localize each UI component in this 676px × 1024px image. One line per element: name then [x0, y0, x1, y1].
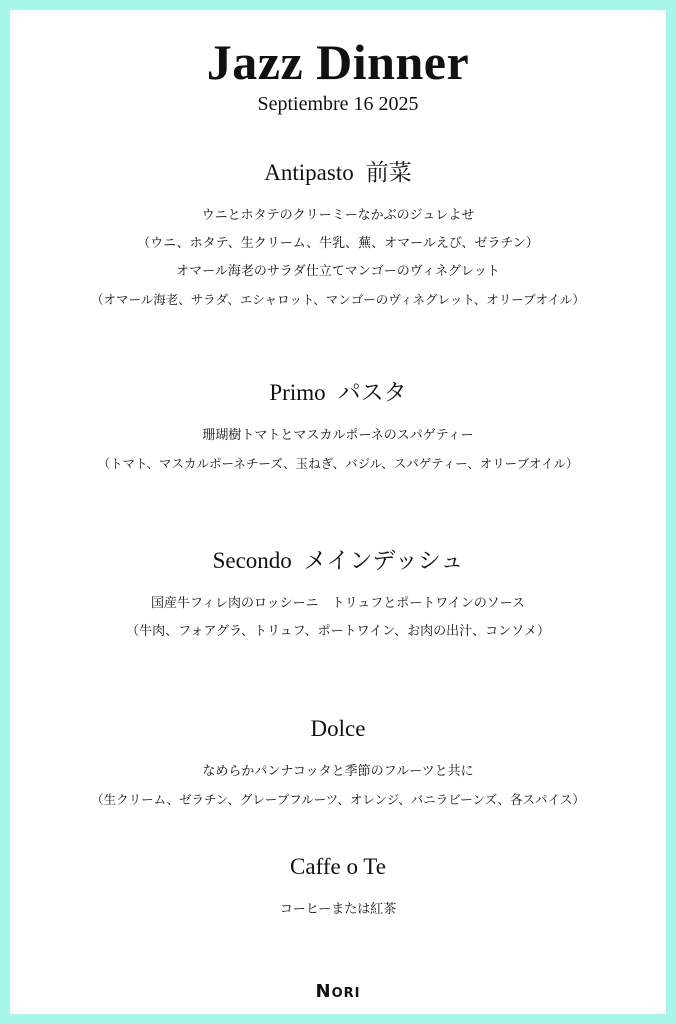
dish-name: ウニとホタテのクリーミーなかぶのジュレよせ: [201, 208, 475, 223]
section-dolce: [10, 714, 666, 814]
section-name-jp: パスタ: [337, 380, 407, 405]
section-heading: [10, 852, 666, 882]
dish-ingredients: （ウニ、ホタテ、生クリーム、牛乳、蕪、オマールえび、ゼラチン）: [137, 236, 539, 251]
dish-ingredients: （オマール海老、サラダ、エシャロット、マンゴーのヴィネグレット、オリーブオイル）: [91, 292, 585, 307]
dish-name: コーヒーまたは紅茶: [279, 902, 397, 917]
section-name-jp: 前菜: [365, 160, 412, 185]
section-name: Secondo: [212, 548, 292, 573]
dish-name: オマール海老のサラダ仕立てマンゴーのヴィネグレット: [176, 264, 500, 279]
section-primo: [10, 378, 666, 478]
section-name: Caffe o Te: [290, 854, 386, 879]
menu-card: [10, 10, 666, 1014]
dish-ingredients: （トマト、マスカルポーネチーズ、玉ねぎ、バジル、スパゲティー、オリーブオイル）: [97, 456, 579, 471]
section-heading: [10, 714, 666, 744]
menu-title: Jazz Dinner: [206, 34, 470, 90]
menu-date: Septiembre 16 2025: [257, 93, 419, 115]
section-heading: [10, 378, 666, 408]
brand-logo: Nori: [315, 981, 361, 1002]
dish-ingredients: （生クリーム、ゼラチン、グレープフルーツ、オレンジ、バニラビーンズ、各スパイス）: [91, 792, 585, 807]
section-name-jp: メインデッシュ: [303, 548, 464, 573]
section-secondo: [10, 546, 666, 646]
dish-name: 珊瑚樹トマトとマスカルポーネのスパゲティー: [202, 428, 474, 443]
dish-name: 国産牛フィレ肉のロッシーニ トリュフとポートワインのソース: [150, 596, 525, 611]
section-name: Antipasto: [264, 160, 354, 185]
section-heading: [10, 158, 666, 188]
section-antipasto: [10, 158, 666, 314]
dish-name: なめらかパンナコッタと季節のフルーツと共に: [202, 764, 474, 779]
section-name: Dolce: [310, 716, 366, 741]
section-name: Primo: [269, 380, 326, 405]
section-heading: [10, 546, 666, 576]
dish-ingredients: （牛肉、フォアグラ、トリュフ、ポートワイン、お肉の出汁、コンソメ）: [126, 624, 550, 639]
section-caffe: [10, 852, 666, 924]
